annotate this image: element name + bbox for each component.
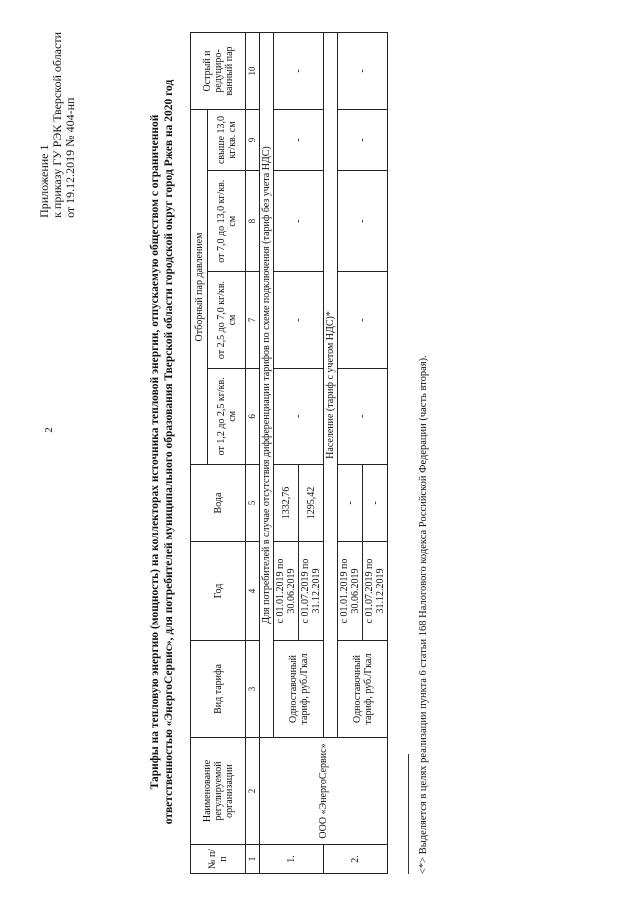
col-number: 2 — [246, 738, 260, 845]
footnote: <*> Выделяется в целях реализации пункта 6 статьи 168 Налогового кодекса Российской Федерации (часть вторая). — [418, 355, 429, 874]
footnote-divider — [408, 754, 409, 874]
appendix-line-3: от 19.12.2019 № 404-нп — [63, 97, 77, 218]
row-1-steam-1: - — [274, 368, 324, 464]
page-number: 2 — [42, 427, 55, 433]
header-water: Вода — [191, 465, 246, 542]
row-1-sharp: - — [274, 33, 324, 110]
document-sheet — [20, 12, 620, 892]
appendix-line-1: Приложение 1 — [37, 144, 51, 218]
row-2-sharp: - — [338, 33, 388, 110]
col-number: 8 — [246, 171, 260, 272]
row-1-type: Одноставочный тариф, руб./Гкал — [274, 641, 324, 738]
header-year: Год — [191, 542, 246, 641]
section-2-heading: Население (тариф с учетом НДС)* — [324, 33, 338, 738]
row-2-period-1: с 01.01.2019 по 30.06.2019 — [338, 542, 363, 641]
row-2-water-1: - — [338, 465, 363, 542]
row-2-steam-4: - — [338, 110, 388, 171]
header-sharp-steam: Острый и редуциро-ванный пар — [191, 33, 246, 110]
section-1-heading: Для потребителей в случае отсутствия дифференциации тарифов по схеме подключения (тариф без учета НДС) — [260, 33, 274, 738]
col-number: 3 — [246, 641, 260, 738]
row-1-water-1: 1332,76 — [274, 465, 299, 542]
document-title — [148, 12, 176, 892]
row-1-period-1: с 01.01.2019 по 30.06.2019 — [274, 542, 299, 641]
header-steam-4: свыше 13,0 кг/кв. см — [208, 110, 246, 171]
col-number: 6 — [246, 368, 260, 464]
header-steam-3: от 7,0 до 13,0 кг/кв. см — [208, 171, 246, 272]
row-1-num: 1. — [260, 845, 324, 874]
row-1-period-2: с 01.07.2019 по 31.12.2019 — [299, 542, 324, 641]
col-number: 4 — [246, 542, 260, 641]
title-line-1: Тарифы на тепловую энергию (мощность) на коллекторах источника тепловой энергии, отпускаемую обществом с ограниченной — [149, 114, 161, 790]
row-2-steam-1: - — [338, 368, 388, 464]
col-number: 9 — [246, 110, 260, 171]
header-num: № п/п — [191, 845, 246, 874]
row-2-type: Одноставочный тариф, руб./Гкал — [338, 641, 388, 738]
header-type: Вид тарифа — [191, 641, 246, 738]
col-number: 1 — [246, 845, 260, 874]
header-steam-2: от 2,5 до 7,0 кг/кв. см — [208, 272, 246, 368]
row-1-steam-3: - — [274, 171, 324, 272]
row-2-num: 2. — [324, 845, 388, 874]
row-org-name: ООО «ЭнергоСервис» — [260, 738, 388, 845]
row-1-steam-2: - — [274, 272, 324, 368]
col-number: 10 — [246, 33, 260, 110]
row-2-steam-3: - — [338, 171, 388, 272]
row-1-water-2: 1295,42 — [299, 465, 324, 542]
row-2-water-2: - — [363, 465, 388, 542]
header-org: Наименование регулируемой организации — [191, 738, 246, 845]
row-2-period-2: с 01.07.2019 по 31.12.2019 — [363, 542, 388, 641]
appendix-block — [38, 32, 77, 218]
col-number: 7 — [246, 272, 260, 368]
row-1-steam-4: - — [274, 110, 324, 171]
header-steam-1: от 1,2 до 2,5 кг/кв. см — [208, 368, 246, 464]
column-number-row — [246, 33, 260, 874]
title-line-2: ответственностью «ЭнергоСервис», для потребителей муниципального образования Тверской области городской округ город Ржев на 2020 год — [163, 79, 175, 825]
header-steam-group: Отборный пар давлением — [191, 110, 208, 465]
col-number: 5 — [246, 465, 260, 542]
row-2-steam-2: - — [338, 272, 388, 368]
appendix-line-2: к приказу ГУ РЭК Тверской области — [50, 32, 64, 218]
tariff-table — [190, 32, 388, 874]
